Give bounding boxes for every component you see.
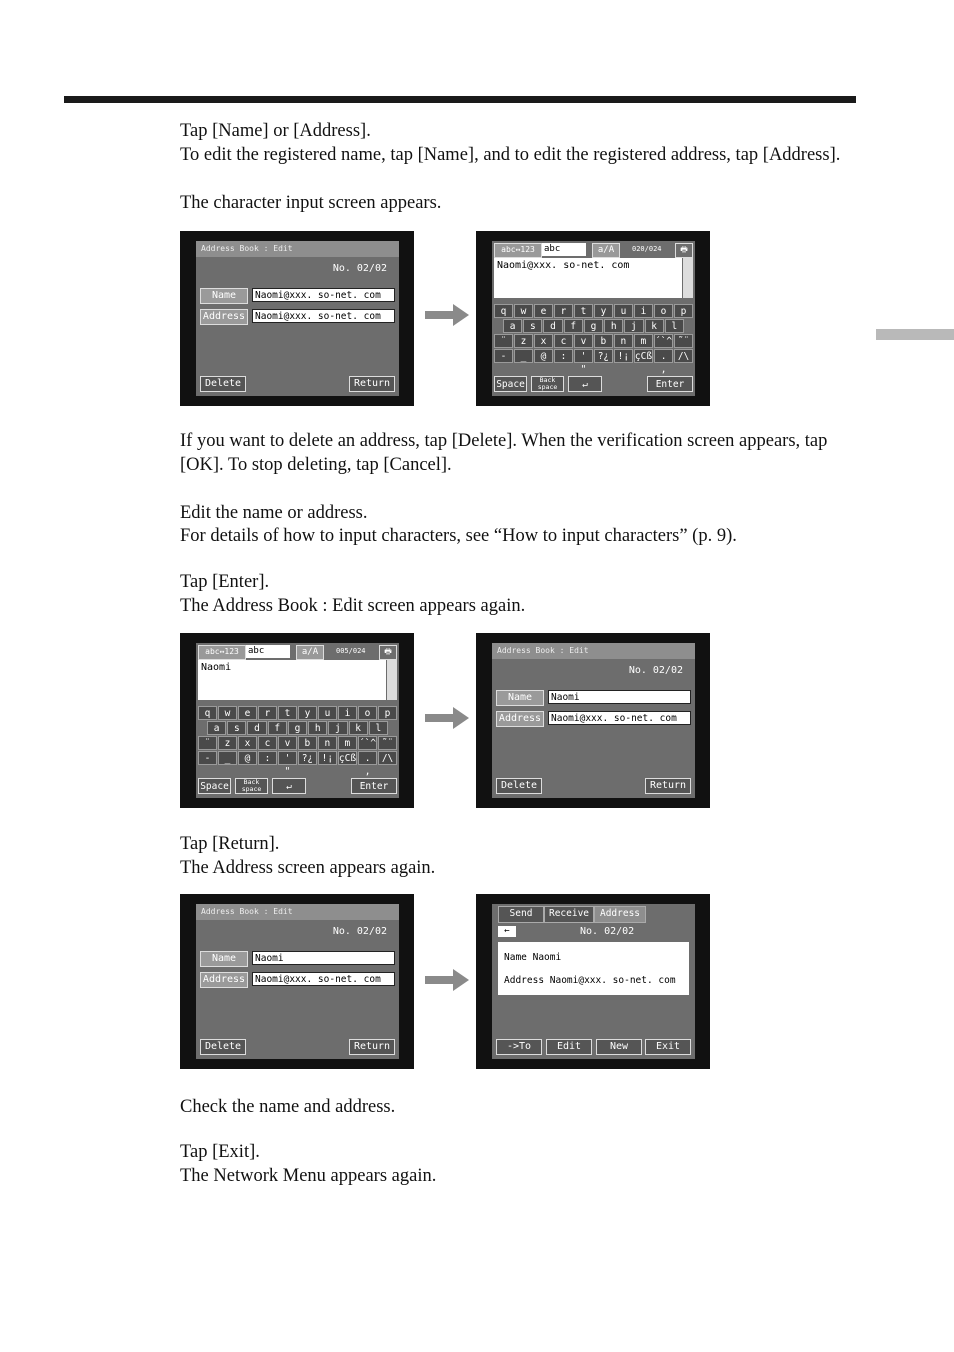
key[interactable]: p	[378, 706, 397, 720]
mode-toggle-button[interactable]: abc↔123	[198, 645, 246, 660]
scrollbar[interactable]	[387, 660, 397, 700]
key[interactable]: q	[198, 706, 217, 720]
name-field[interactable]: Naomi@xxx. so-net. com	[252, 288, 395, 302]
char-count: 020/024	[632, 245, 662, 253]
address-button[interactable]: Address	[496, 711, 544, 727]
tab-address[interactable]: Address	[594, 906, 646, 923]
case-toggle-button[interactable]: a/A	[296, 645, 324, 660]
edit-screen-shot	[180, 231, 414, 406]
step-text: Tap [Exit].	[180, 1142, 260, 1162]
key[interactable]: ?¿	[298, 751, 317, 765]
key[interactable]: n	[318, 736, 337, 750]
key[interactable]: ¨	[198, 736, 217, 750]
key[interactable]: ´`^	[358, 738, 377, 749]
key[interactable]: u	[614, 304, 633, 318]
key[interactable]: c	[554, 334, 573, 348]
key[interactable]: k	[349, 721, 368, 735]
address-field[interactable]: Naomi@xxx. so-net. com	[252, 309, 395, 323]
key[interactable]: i	[338, 706, 357, 720]
scrollbar[interactable]	[683, 258, 693, 298]
key[interactable]: b	[594, 334, 613, 348]
backspace-key[interactable]: Back space	[531, 376, 564, 392]
address-detail-list	[498, 942, 689, 995]
key[interactable]: :	[554, 349, 573, 363]
key[interactable]: t	[574, 304, 593, 318]
exit-button[interactable]: Exit	[645, 1039, 691, 1055]
key[interactable]: i	[634, 304, 653, 318]
key[interactable]: v	[574, 334, 593, 348]
key[interactable]: m	[634, 334, 653, 348]
key[interactable]: d	[543, 319, 562, 333]
key[interactable]: v	[278, 736, 297, 750]
key[interactable]: o	[358, 706, 377, 720]
name-button[interactable]: Name	[200, 288, 248, 304]
keyboard-screen-shot	[476, 231, 710, 406]
name-field[interactable]: Naomi	[548, 690, 691, 704]
delete-button[interactable]: Delete	[496, 778, 542, 794]
key-row-4	[494, 349, 693, 375]
key[interactable]: a	[503, 319, 522, 333]
key[interactable]: z	[514, 334, 533, 348]
step-text: The Address Book : Edit screen appears again.	[180, 596, 526, 616]
mode-toggle-button[interactable]: abc↔123	[494, 243, 542, 258]
key[interactable]: x	[534, 334, 553, 348]
key[interactable]: /\	[674, 349, 693, 363]
to-button[interactable]: ->To	[496, 1039, 542, 1055]
key[interactable]: @	[238, 751, 257, 765]
record-number: No. 02/02	[332, 926, 387, 937]
side-tab-marker	[876, 329, 954, 340]
key[interactable]: /\	[378, 751, 397, 765]
key[interactable]: z	[218, 736, 237, 750]
key[interactable]: çCß	[634, 351, 653, 362]
key[interactable]: . ,	[358, 751, 377, 765]
tab-send[interactable]: Send	[498, 906, 544, 923]
return-key-icon[interactable]: ↵	[272, 778, 306, 794]
key[interactable]: x	[238, 736, 257, 750]
key[interactable]: ˜¨	[674, 334, 693, 348]
key[interactable]: h	[308, 721, 327, 735]
delete-button[interactable]: Delete	[200, 1039, 246, 1055]
edit-button[interactable]: Edit	[546, 1039, 592, 1055]
key[interactable]: çCß	[338, 753, 357, 764]
key[interactable]: q	[494, 304, 513, 318]
address-field[interactable]: Naomi@xxx. so-net. com	[252, 972, 395, 986]
key-row-3	[198, 736, 397, 750]
key[interactable]: o	[654, 304, 673, 318]
mode-value: abc	[542, 243, 586, 256]
space-key[interactable]: Space	[494, 376, 527, 392]
key[interactable]: :	[258, 751, 277, 765]
key[interactable]: -	[198, 751, 217, 765]
key[interactable]: l	[665, 319, 684, 333]
key[interactable]: ' "	[278, 751, 297, 765]
mode-value: abc	[246, 645, 290, 658]
key[interactable]: ´`^	[654, 336, 673, 347]
key[interactable]: r	[258, 706, 277, 720]
address-button[interactable]: Address	[200, 972, 248, 988]
step-text: Tap [Enter].	[180, 572, 270, 592]
screen-header: Address Book : Edit	[196, 904, 399, 920]
key[interactable]: ˜¨	[378, 736, 397, 750]
key[interactable]: g	[288, 721, 307, 735]
key[interactable]: j	[328, 721, 347, 735]
case-toggle-button[interactable]: a/A	[592, 243, 620, 258]
key-row-4	[198, 751, 397, 777]
key[interactable]: b	[298, 736, 317, 750]
enter-key[interactable]: Enter	[351, 778, 397, 794]
step-text: For details of how to input characters, see “How to input characters” (p. 9).	[180, 526, 737, 546]
backspace-key[interactable]: Back space	[235, 778, 268, 794]
header-rule	[64, 96, 856, 103]
tab-receive[interactable]: Receive	[544, 906, 594, 923]
step-text: The Address screen appears again.	[180, 858, 436, 878]
name-line: Name Naomi	[504, 952, 562, 963]
key[interactable]: a	[207, 721, 226, 735]
return-key-icon[interactable]: ↵	[568, 376, 602, 392]
arrow-right-icon	[425, 969, 471, 991]
key[interactable]: y	[594, 304, 613, 318]
new-button[interactable]: New	[596, 1039, 642, 1055]
arrow-right-icon	[425, 707, 471, 729]
delete-button[interactable]: Delete	[200, 376, 246, 392]
key-row-1	[198, 706, 397, 720]
key[interactable]: y	[298, 706, 317, 720]
key[interactable]: f	[564, 319, 583, 333]
key[interactable]: g	[584, 319, 603, 333]
key[interactable]: e	[534, 304, 553, 318]
step-text: Tap [Name] or [Address].	[180, 121, 371, 141]
key[interactable]: p	[674, 304, 693, 318]
keyboard-screen-shot	[180, 633, 414, 808]
key[interactable]: ¨	[494, 334, 513, 348]
key-row-3	[494, 334, 693, 348]
step-text: Edit the name or address.	[180, 503, 368, 523]
key[interactable]: w	[514, 304, 533, 318]
edit-screen-shot	[180, 894, 414, 1069]
name-field[interactable]: Naomi	[252, 951, 395, 965]
key[interactable]: l	[369, 721, 388, 735]
key[interactable]: s	[523, 319, 542, 333]
address-field[interactable]: Naomi@xxx. so-net. com	[548, 711, 691, 725]
key[interactable]: f	[268, 721, 287, 735]
print-icon[interactable]: 🖶	[379, 645, 397, 660]
step-text: Check the name and address.	[180, 1097, 396, 1117]
key[interactable]: h	[604, 319, 623, 333]
record-number: No. 02/02	[628, 665, 683, 676]
step-text: To edit the registered name, tap [Name], and to edit the registered address, tap [Address].	[180, 145, 841, 165]
key[interactable]: w	[218, 706, 237, 720]
char-count: 005/024	[336, 647, 366, 655]
screen-header: Address Book : Edit	[196, 241, 399, 257]
key[interactable]: r	[554, 304, 573, 318]
address-line: Address Naomi@xxx. so-net. com	[504, 975, 676, 986]
address-screen-shot	[476, 894, 710, 1069]
key[interactable]: e	[238, 706, 257, 720]
step-text: The character input screen appears.	[180, 193, 442, 213]
key-row-2	[494, 319, 693, 333]
step-text: The Network Menu appears again.	[180, 1166, 437, 1186]
key[interactable]: ' "	[574, 349, 593, 363]
key[interactable]: . ,	[654, 349, 673, 363]
key[interactable]: m	[338, 736, 357, 750]
text-input-area[interactable]: Naomi	[198, 660, 386, 700]
key[interactable]: @	[534, 349, 553, 363]
back-arrow-icon[interactable]: ←	[498, 926, 516, 937]
key-row-2	[198, 721, 397, 735]
key[interactable]: k	[645, 319, 664, 333]
key[interactable]: c	[258, 736, 277, 750]
key[interactable]: -	[494, 349, 513, 363]
screen-header: Address Book : Edit	[492, 643, 695, 659]
key[interactable]: !¡	[614, 349, 633, 363]
key[interactable]: s	[227, 721, 246, 735]
key[interactable]: _	[514, 349, 533, 363]
key-row-1	[494, 304, 693, 318]
key[interactable]: t	[278, 706, 297, 720]
key[interactable]: d	[247, 721, 266, 735]
space-key[interactable]: Space	[198, 778, 231, 794]
name-button[interactable]: Name	[200, 951, 248, 967]
key[interactable]: _	[218, 751, 237, 765]
key[interactable]: ?¿	[594, 349, 613, 363]
arrow-right-icon	[425, 304, 471, 326]
return-button[interactable]: Return	[349, 376, 395, 392]
name-button[interactable]: Name	[496, 690, 544, 706]
record-number: No. 02/02	[580, 926, 635, 937]
key[interactable]: !¡	[318, 751, 337, 765]
record-number: No. 02/02	[332, 263, 387, 274]
enter-key[interactable]: Enter	[647, 376, 693, 392]
edit-screen-shot	[476, 633, 710, 808]
key[interactable]: u	[318, 706, 337, 720]
return-button[interactable]: Return	[645, 778, 691, 794]
step-text: Tap [Return].	[180, 834, 280, 854]
note-text: If you want to delete an address, tap [Delete]. When the verification screen appears, tap [OK]. To stop deleting, tap [Cancel].	[180, 431, 828, 475]
key[interactable]: j	[624, 319, 643, 333]
address-button[interactable]: Address	[200, 309, 248, 325]
return-button[interactable]: Return	[349, 1039, 395, 1055]
key[interactable]: n	[614, 334, 633, 348]
print-icon[interactable]: 🖶	[675, 243, 693, 258]
text-input-area[interactable]: Naomi@xxx. so-net. com	[494, 258, 682, 298]
